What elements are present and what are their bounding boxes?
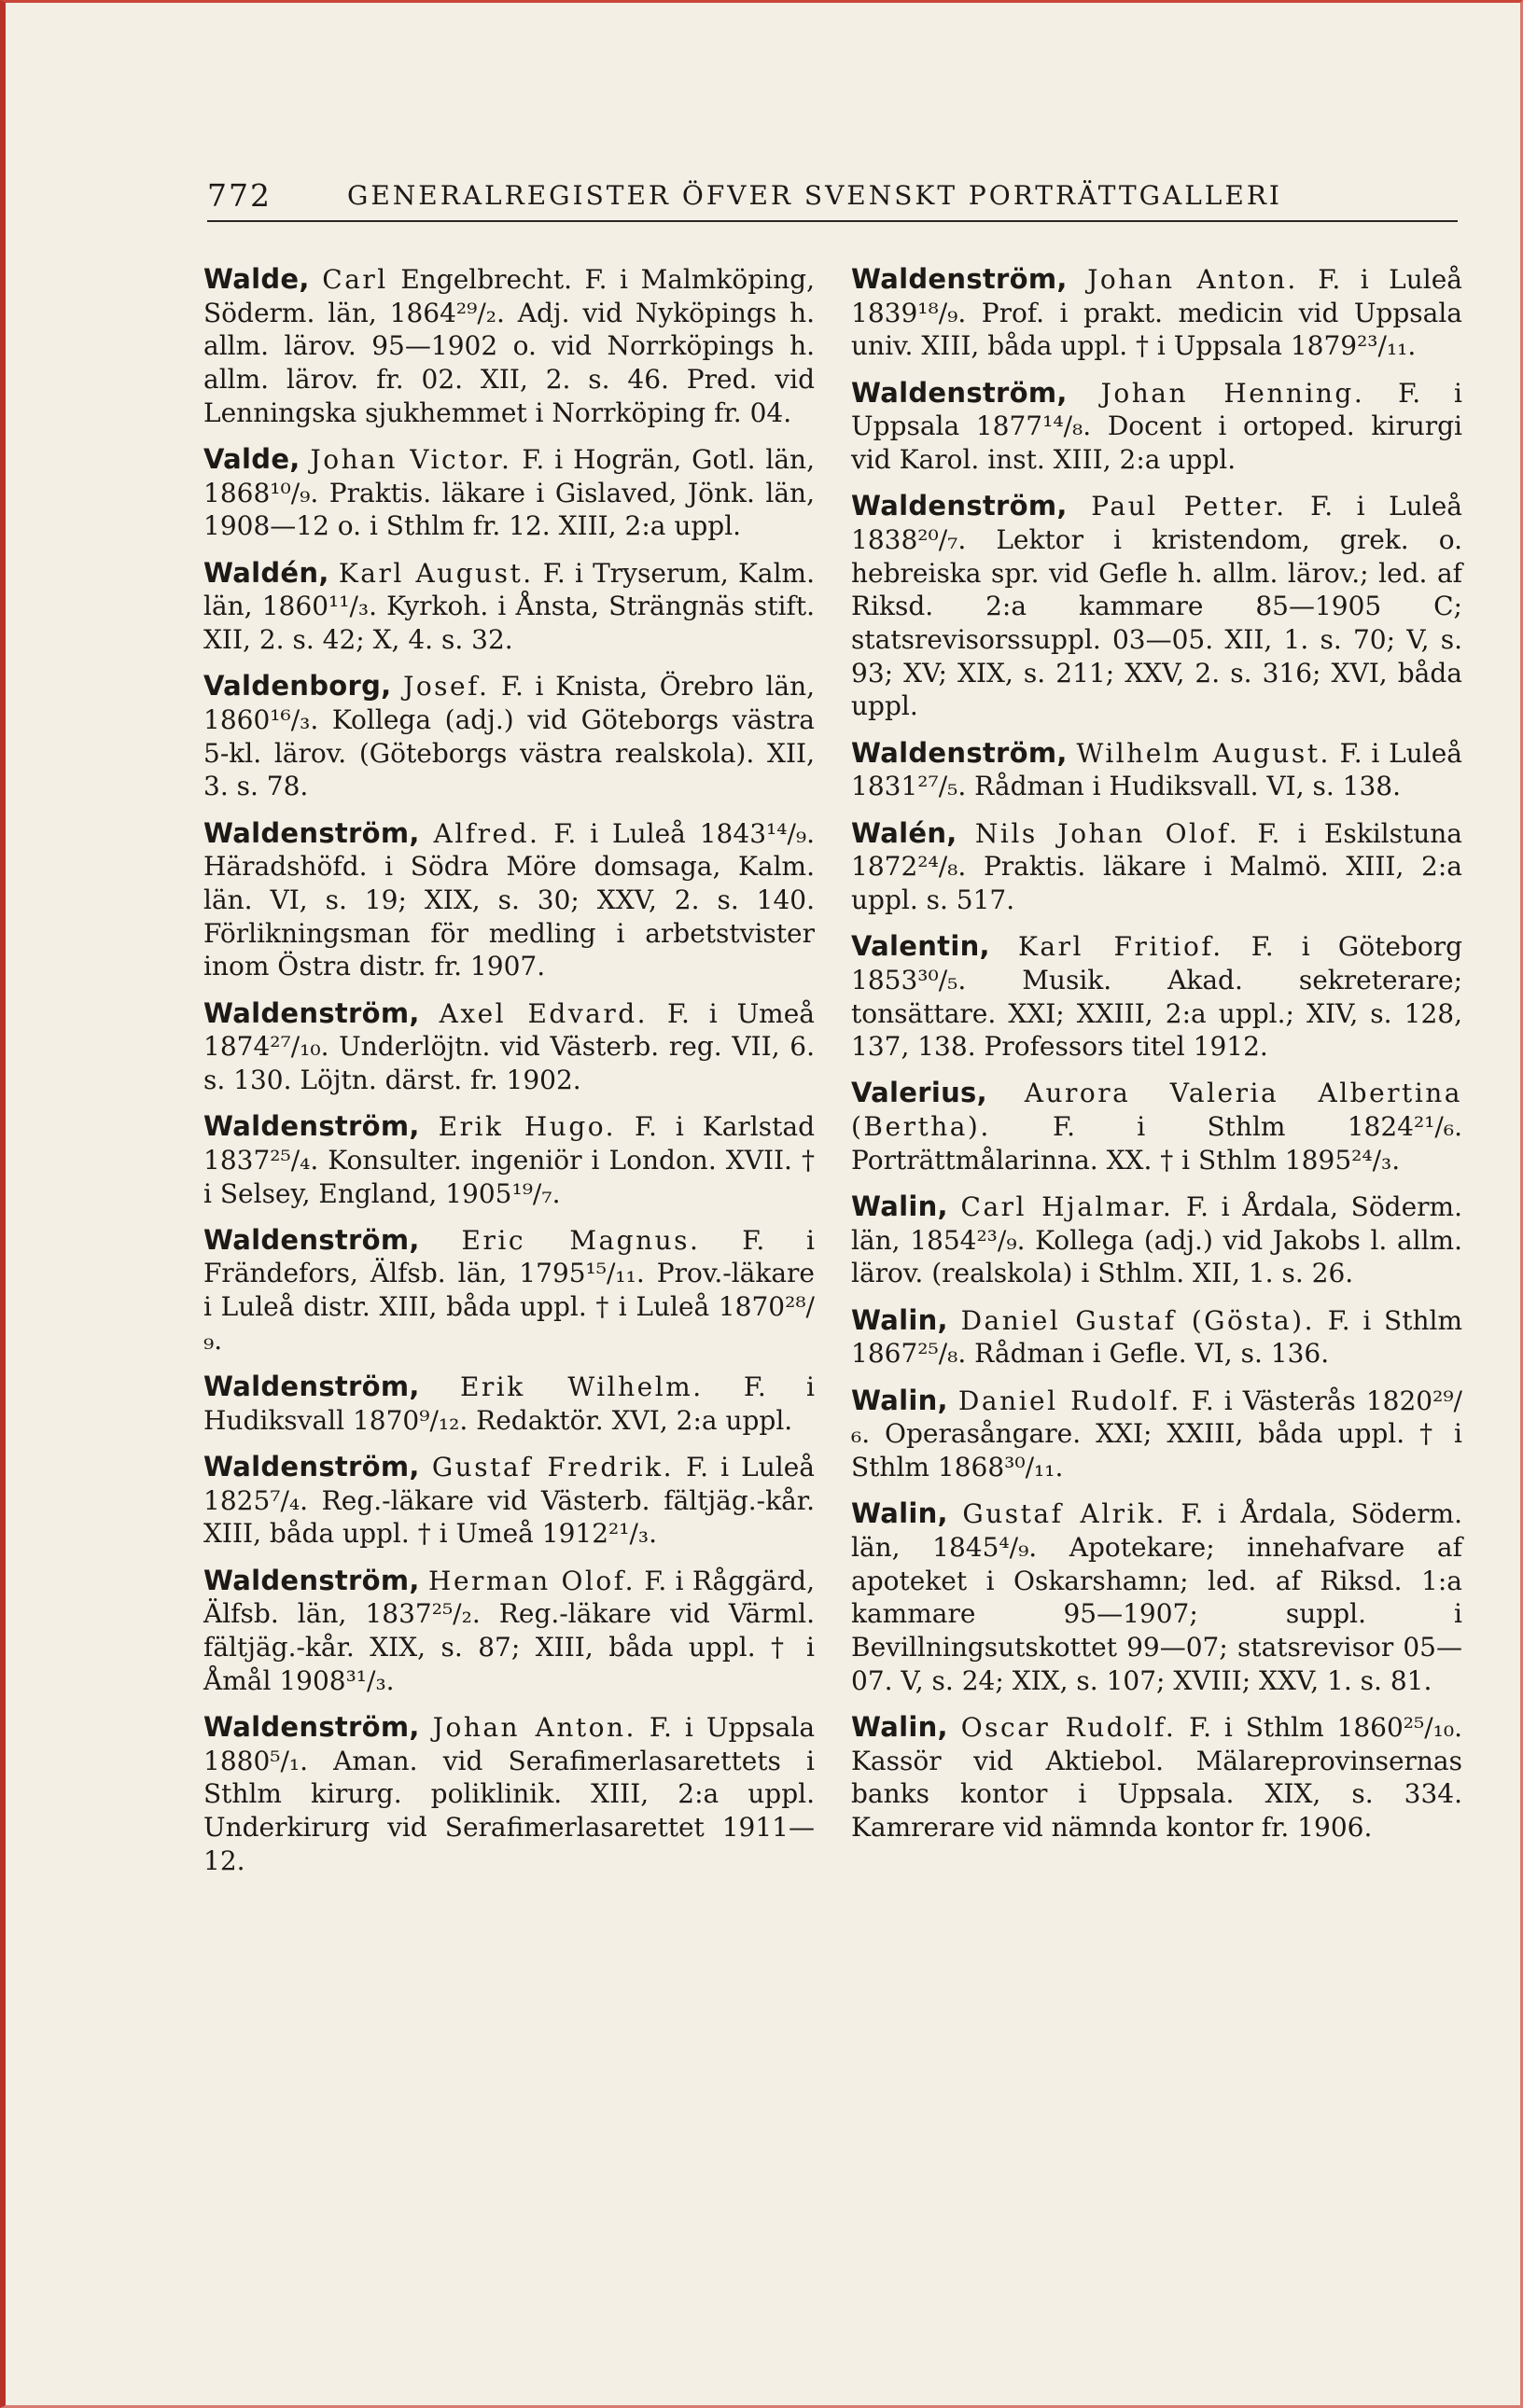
entry-given-name: Herman Olof.	[428, 1565, 636, 1596]
register-entry	[851, 1304, 1462, 1371]
page-number: 772	[207, 177, 272, 214]
entry-given-name: Gustaf Fredrik.	[431, 1452, 674, 1482]
register-entry	[851, 1711, 1462, 1844]
entry-surname: Valentin,	[851, 930, 990, 963]
entry-surname: Waldenström,	[203, 1564, 420, 1596]
entry-given-name: Karl August.	[338, 557, 534, 589]
entry-given-name: Carl	[322, 264, 388, 295]
entry-text: F. i Sthlm 1824²¹/₆. Porträttmålarinna. XX. † i Sthlm 1895²⁴/₃.	[851, 1111, 1462, 1176]
entry-given-name: Axel Edvard.	[439, 997, 649, 1029]
entry-surname: Waldenström,	[203, 1110, 420, 1143]
entry-given-name: Johan Victor.	[310, 444, 512, 476]
entry-text: F. i Luleå 1825⁷/₄. Reg.-läkare vid Västerb. fältjäg.-kår. XIII, båda uppl. † i Umeå 1912²¹/₃.	[203, 1452, 815, 1550]
entry-surname: Walin,	[851, 1497, 948, 1530]
entry-given-name: Johan Anton.	[1087, 264, 1298, 295]
register-entry	[851, 817, 1462, 917]
register-entry	[203, 670, 815, 803]
register-entry	[851, 490, 1462, 723]
entry-given-name: Carl Hjalmar.	[960, 1191, 1174, 1223]
entry-given-name: Paul Petter.	[1091, 491, 1287, 522]
entry-given-name: Nils Johan Olof.	[974, 817, 1240, 849]
entry-surname: Waldenström,	[203, 1223, 420, 1256]
register-entry	[851, 1497, 1462, 1697]
entry-text: F. i Karlstad 1837²⁵/₄. Konsulter. ingeniör i London. XVII. † i Selsey, England, 1905¹⁹/₇.	[203, 1111, 815, 1209]
entry-text: F. i Luleå 1838²⁰/₇. Lektor i kristendom, grek. o. hebreiska spr. vid Gefle h. allm. lärov.; led. af Riksd. 2:a kammare 85—1905 C; statsrevisorssuppl. 03—05. XII, 1. s. 70; V, s. 93; XV; XIX, s. 211; XXV, 2. s. 316; XVI, båda uppl.	[851, 491, 1462, 722]
register-entry	[203, 263, 815, 430]
entry-text: F. i Hudiksvall 1870⁹/₁₂. Redaktör. XVI, 2:a uppl.	[203, 1371, 815, 1436]
register-entry	[851, 930, 1462, 1064]
register-entry	[851, 263, 1462, 363]
entry-surname: Walin,	[851, 1384, 948, 1416]
entry-surname: Valerius,	[851, 1077, 987, 1109]
entry-text: F. i Sthlm 1860²⁵/₁₀. Kassör vid Aktiebol. Mälareprovinsernas banks kontor i Uppsala. XIX, s. 334. Kamrerare vid nämnda kontor fr. 1906.	[851, 1711, 1462, 1844]
entry-text: F. i Knista, Örebro län, 1860¹⁶/₃. Kollega (adj.) vid Göteborgs västra 5-kl. lärov. (Göteborgs västra realskola). XII, 3. s. 78.	[203, 671, 816, 802]
register-entry	[851, 1385, 1462, 1484]
entry-given-name: Aurora Valeria Albertina (Bertha).	[851, 1078, 1462, 1143]
entry-text: F. i Västerås 1820²⁹/₆. Operasångare. XXI; XXIII, båda uppl. † i Sthlm 1868³⁰/₁₁.	[851, 1385, 1462, 1482]
entry-text: F. i Årdala, Söderm. län, 1845⁴/₉. Apotekare; innehafvare af apoteket i Oskarshamn; led. af Riksd. 1:a kammare 95—1907; suppl. i Bevillningsutskottet 99—07; statsrevisor 05—07. V, s. 24; XIX, s. 107; XVIII; XXV, 1. s. 81.	[851, 1498, 1462, 1696]
register-entry	[203, 1371, 815, 1437]
entry-surname: Waldenström,	[851, 376, 1068, 409]
left-column	[203, 263, 815, 1891]
running-title: GENERALREGISTER ÖFVER SVENSKT PORTRÄTTGALLERI	[347, 180, 1282, 211]
entry-text: F. i Luleå 1843¹⁴/₉. Häradshöfd. i Södra Möre domsaga, Kalm. län. VI, s. 19; XIX, s. 30; XXV, 2. s. 140. Förlikningsman för medling i arbetstvister inom Östra distr. fr. 1907.	[203, 817, 816, 982]
entry-surname: Walin,	[851, 1710, 948, 1743]
entry-given-name: Oscar Rudolf.	[960, 1711, 1177, 1743]
entry-text: F. i Frändefors, Älfsb. län, 1795¹⁵/₁₁. Prov.-läkare i Luleå distr. XIII, båda uppl. † i Luleå 1870²⁸/₉.	[203, 1224, 815, 1356]
entry-text: F. i Uppsala 1877¹⁴/₈. Docent i ortoped. kirurgi vid Karol. inst. XIII, 2:a uppl.	[851, 377, 1462, 476]
entry-surname: Waldenström,	[851, 490, 1068, 522]
entry-given-name: Daniel Rudolf.	[957, 1385, 1181, 1416]
register-entry	[203, 1110, 815, 1210]
entry-text: F. i Årdala, Söderm. län, 1854²³/₉. Kollega (adj.) vid Jakobs l. allm. lärov. (realskola) i Sthlm. XII, 1. s. 26.	[851, 1191, 1463, 1289]
register-entry	[851, 1190, 1462, 1290]
register-entry	[203, 997, 815, 1097]
entry-text: F. i Sthlm 1867²⁵/₈. Rådman i Gefle. VI, s. 136.	[851, 1304, 1462, 1370]
right-column	[851, 263, 1462, 1858]
entry-surname: Waldenström,	[203, 1710, 420, 1743]
entry-text: F. i Eskilstuna 1872²⁴/₈. Praktis. läkare i Malmö. XIII, 2:a uppl. s. 517.	[851, 817, 1462, 915]
entry-text: Engelbrecht. F. i Malmköping, Söderm. län, 1864²⁹/₂. Adj. vid Nyköpings h. allm. lärov. 95—1902 o. vid Norrköpings h. allm. lärov. fr. 02. XII, 2. s. 46. Pred. vid Lenningska sjukhemmet i Norrköping fr. 04.	[203, 264, 815, 428]
register-entry	[203, 1224, 815, 1357]
entry-text: F. i Tryserum, Kalm. län, 1860¹¹/₃. Kyrkoh. i Ånsta, Strängnäs stift. XII, 2. s. 42; X, 4. s. 32.	[203, 557, 815, 656]
register-entry	[851, 737, 1462, 803]
entry-surname: Valdenborg,	[203, 670, 392, 703]
entry-text: F. i Luleå 1839¹⁸/₉. Prof. i prakt. medicin vid Uppsala univ. XIII, båda uppl. † i Uppsala 1879²³/₁₁.	[851, 264, 1462, 362]
register-entry	[203, 1711, 815, 1878]
entry-surname: Walde,	[203, 263, 310, 295]
entry-text: F. i Hogrän, Gotl. län, 1868¹⁰/₉. Praktis. läkare i Gislaved, Jönk. län, 1908—12 o. i Sthlm fr. 12. XIII, 2:a uppl.	[203, 444, 815, 542]
entry-surname: Waldenström,	[851, 736, 1068, 769]
page-header	[207, 177, 1458, 222]
register-entry	[203, 443, 815, 543]
entry-given-name: Eric Magnus.	[461, 1224, 701, 1256]
register-entry	[851, 377, 1462, 477]
entry-text: F. i Umeå 1874²⁷/₁₀. Underlöjtn. vid Västerb. reg. VII, 6. s. 130. Löjtn. därst. fr. 1902.	[203, 997, 815, 1095]
register-entry	[851, 1077, 1462, 1176]
entry-given-name: Alfred.	[433, 817, 540, 849]
entry-given-name: Karl Fritiof.	[1017, 931, 1223, 963]
register-entry	[203, 1565, 815, 1698]
entry-surname: Waldenström,	[203, 1451, 420, 1482]
register-entry	[203, 557, 815, 657]
entry-surname: Waldén,	[203, 556, 329, 589]
entry-surname: Waldenström,	[203, 1371, 420, 1403]
entry-surname: Walin,	[851, 1190, 948, 1223]
entry-text: F. i Luleå 1831²⁷/₅. Rådman i Hudiksvall. VI, s. 138.	[851, 737, 1462, 802]
register-entry	[203, 1451, 815, 1551]
entry-surname: Waldenström,	[203, 816, 420, 849]
entry-given-name: Gustaf Alrik.	[962, 1498, 1167, 1530]
entry-text: F. i Göteborg 1853³⁰/₅. Musik. Akad. sekreterare; tonsättare. XXI; XXIII, 2:a uppl.; XIV, s. 128, 137, 138. Professors titel 1912.	[851, 931, 1462, 1063]
entry-surname: Walin,	[851, 1303, 948, 1336]
entry-surname: Waldenström,	[203, 996, 420, 1029]
entry-given-name: Daniel Gustaf (Gösta).	[960, 1304, 1315, 1336]
entry-given-name: Johan Anton.	[432, 1711, 636, 1743]
register-entry	[203, 817, 815, 984]
entry-given-name: Johan Henning.	[1100, 377, 1365, 409]
entry-given-name: Josef.	[403, 671, 490, 703]
entry-given-name: Erik Wilhelm.	[459, 1371, 704, 1403]
entry-surname: Walén,	[851, 816, 957, 849]
entry-surname: Waldenström,	[851, 263, 1068, 295]
entry-text: F. i Uppsala 1880⁵/₁. Aman. vid Serafimerlasarettets i Sthlm kirurg. poliklinik. XIII, 2:a uppl. Underkirurg vid Serafimerlasarettet 1911—12.	[203, 1711, 816, 1876]
entry-given-name: Wilhelm August.	[1076, 737, 1331, 769]
entry-text: F. i Råggärd, Älfsb. län, 1837²⁵/₂. Reg.-läkare vid Värml. fältjäg.-kår. XIX, s. 87; XIII, båda uppl. † i Åmål 1908³¹/₃.	[203, 1565, 815, 1696]
entry-given-name: Erik Hugo.	[438, 1111, 617, 1143]
entry-surname: Valde,	[203, 443, 300, 476]
